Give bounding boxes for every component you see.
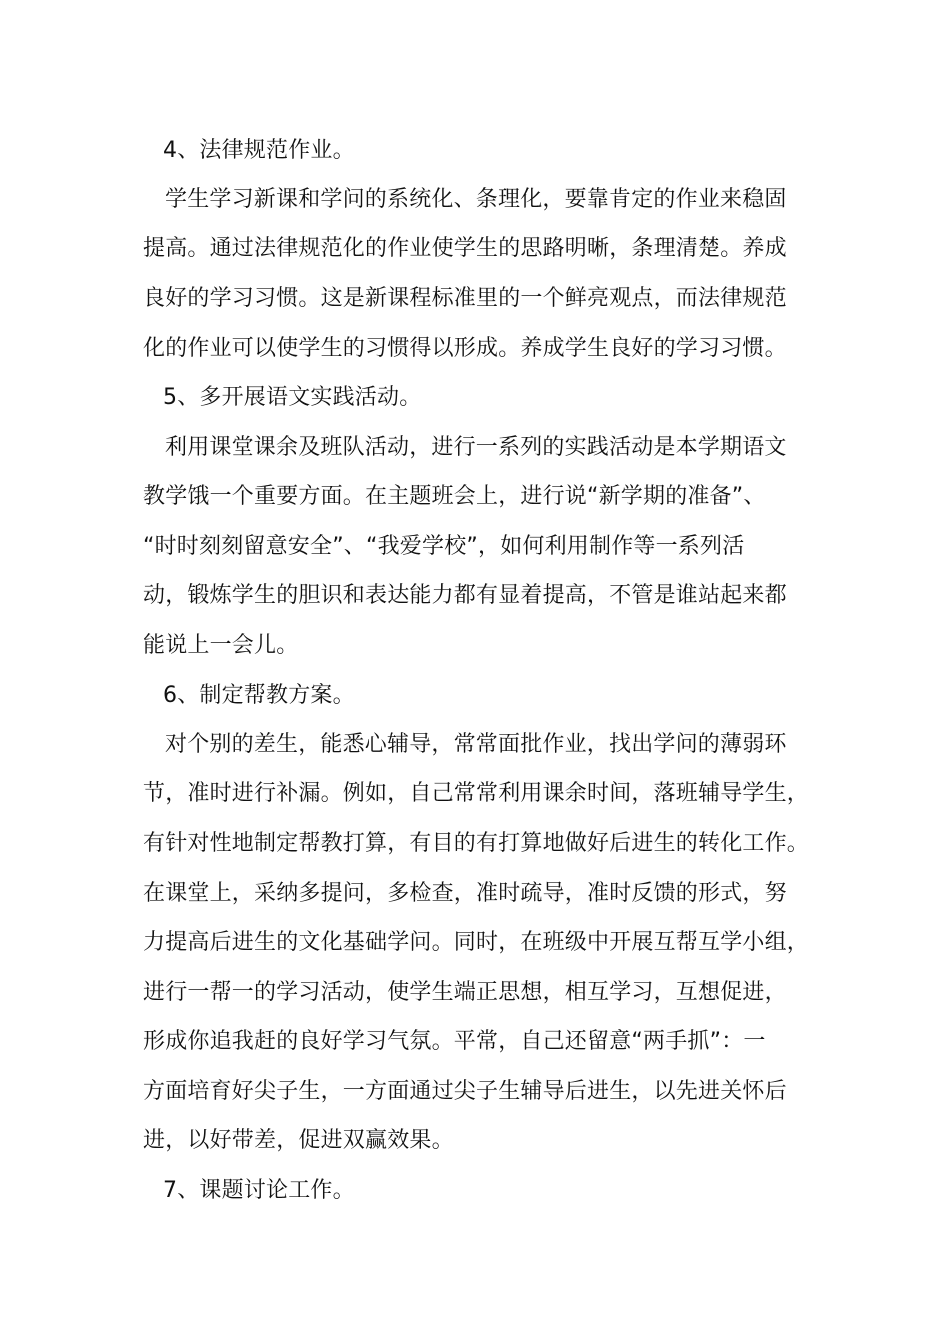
paragraph-line: 学生学习新课和学问的系统化、条理化，要靠肯定的作业来稳固: [165, 187, 787, 212]
paragraph-line: 进，以好带差，促进双赢效果。: [143, 1128, 454, 1153]
paragraph-line: 教学饿一个重要方面。在主题班会上，进行说“新学期的准备”、: [143, 484, 766, 509]
section-heading-6: 6、制定帮教方案。: [163, 683, 355, 708]
paragraph-line: 力提高后进生的文化基础学问。同时，在班级中开展互帮互学小组，: [143, 930, 810, 955]
paragraph-line: 在课堂上，采纳多提问，多检查，准时疏导，准时反馈的形式，努: [143, 881, 787, 906]
paragraph-line: “时时刻刻留意安全”、“我爱学校”，如何利用制作等一系列活: [143, 534, 745, 559]
paragraph-line: 提高。通过法律规范化的作业使学生的思路明晰，条理清楚。养成: [143, 236, 787, 261]
paragraph-line: 利用课堂课余及班队活动，进行一系列的实践活动是本学期语文: [165, 435, 787, 460]
paragraph-line: 节，准时进行补漏。例如，自己常常利用课余时间，落班辅导学生，: [143, 781, 810, 806]
section-heading-5: 5、多开展语文实践活动。: [163, 385, 422, 410]
paragraph-line: 化的作业可以使学生的习惯得以形成。养成学生良好的学习习惯。: [143, 336, 787, 361]
paragraph-line: 有针对性地制定帮教打算，有目的有打算地做好后进生的转化工作。: [143, 831, 810, 856]
paragraph-line: 形成你追我赶的良好学习气氛。平常，自己还留意“两手抓”：一: [143, 1029, 766, 1054]
paragraph-line: 进行一帮一的学习活动，使学生端正思想，相互学习，互想促进，: [143, 980, 787, 1005]
paragraph-line: 方面培育好尖子生，一方面通过尖子生辅导后进生，以先进关怀后: [143, 1079, 787, 1104]
paragraph-line: 能说上一会儿。: [143, 633, 299, 658]
paragraph-line: 动，锻炼学生的胆识和表达能力都有显着提高，不管是谁站起来都: [143, 583, 787, 608]
paragraph-line: 良好的学习习惯。这是新课程标准里的一个鲜亮观点，而法律规范: [143, 286, 787, 311]
paragraph-line: 对个别的差生，能悉心辅导，常常面批作业，找出学问的薄弱环: [165, 732, 787, 757]
section-heading-4: 4、法律规范作业。: [163, 138, 355, 163]
section-heading-7: 7、课题讨论工作。: [163, 1178, 355, 1203]
